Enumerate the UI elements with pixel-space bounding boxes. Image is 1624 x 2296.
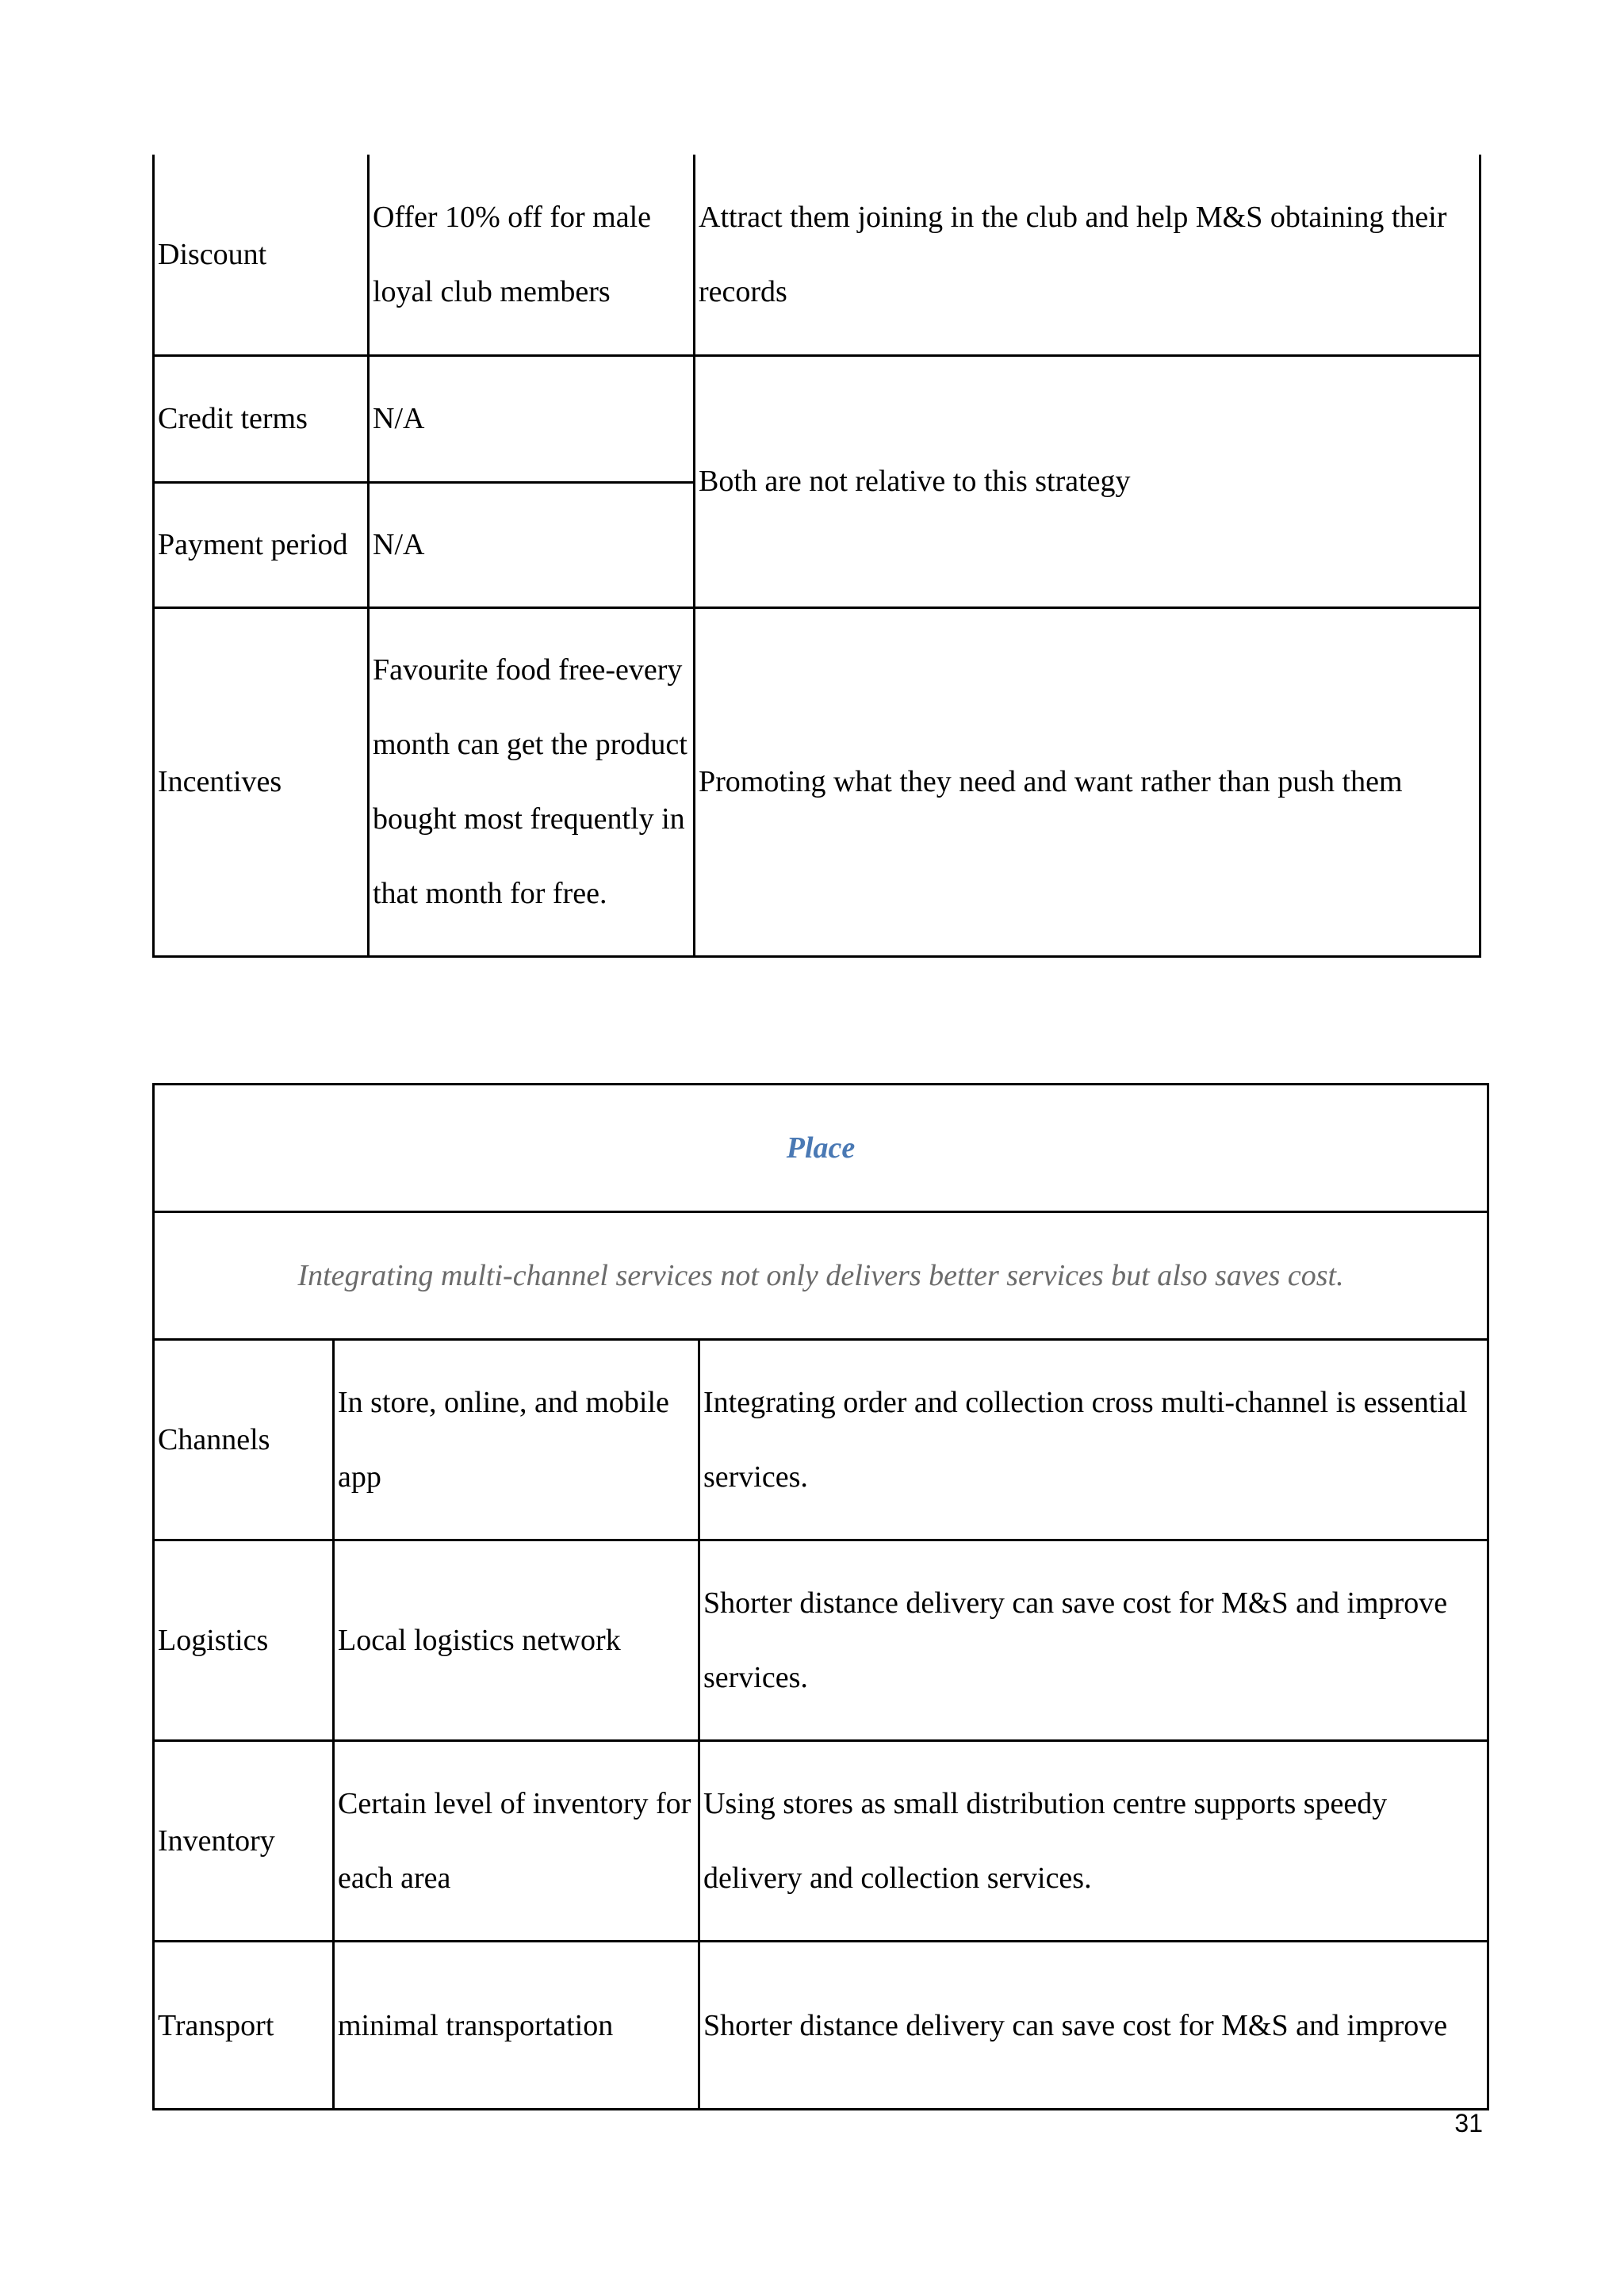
table-row	[154, 1540, 1488, 1741]
row-detail: Favourite food free-every month can get the product bought most frequently in that month for free.	[369, 607, 695, 956]
row-label: Discount	[154, 155, 369, 355]
table-row	[154, 1942, 1488, 2110]
row-label: Inventory	[154, 1741, 334, 1942]
row-rationale: Integrating order and collection cross multi-channel is essential services.	[699, 1340, 1488, 1540]
row-rationale: Both are not relative to this strategy	[695, 355, 1480, 607]
row-detail: minimal transportation	[334, 1942, 699, 2110]
page-number: 31	[1454, 2109, 1483, 2137]
table-row	[154, 155, 1480, 355]
row-label: Incentives	[154, 607, 369, 956]
place-subtitle: Integrating multi-channel services not only delivers better services but also saves cost.	[297, 1259, 1344, 1292]
table-row	[154, 1741, 1488, 1942]
place-title: Place	[786, 1131, 856, 1165]
place-table	[152, 1083, 1489, 2110]
row-label: Credit terms	[154, 355, 369, 482]
row-label: Payment period	[154, 482, 369, 607]
table-subheader-row	[154, 1212, 1488, 1340]
place-subtitle-cell	[154, 1212, 1488, 1340]
row-rationale: Attract them joining in the club and help M&S obtaining their records	[695, 155, 1480, 355]
table-row	[154, 355, 1480, 482]
row-detail: N/A	[369, 482, 695, 607]
row-detail: Local logistics network	[334, 1540, 699, 1741]
place-title-cell	[154, 1085, 1488, 1212]
table-row	[154, 607, 1480, 956]
row-detail: Certain level of inventory for each area	[334, 1741, 699, 1942]
price-table-continued	[152, 155, 1481, 958]
row-rationale: Promoting what they need and want rather than push them	[695, 607, 1480, 956]
row-rationale: Shorter distance delivery can save cost for M&S and improve services.	[699, 1540, 1488, 1741]
row-rationale: Shorter distance delivery can save cost for M&S and improve	[699, 1942, 1488, 2110]
row-label: Channels	[154, 1340, 334, 1540]
table-header-row	[154, 1085, 1488, 1212]
row-label: Transport	[154, 1942, 334, 2110]
row-detail: In store, online, and mobile app	[334, 1340, 699, 1540]
row-detail: Offer 10% off for male loyal club members	[369, 155, 695, 355]
row-rationale: Using stores as small distribution centre supports speedy delivery and collection services.	[699, 1741, 1488, 1942]
row-detail: N/A	[369, 355, 695, 482]
row-label: Logistics	[154, 1540, 334, 1741]
table-row	[154, 1340, 1488, 1540]
